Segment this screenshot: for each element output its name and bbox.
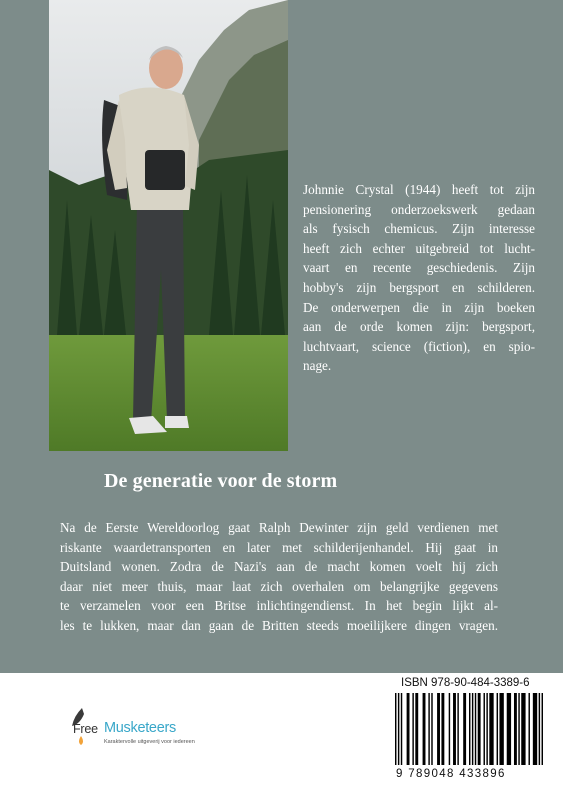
barcode-bar	[463, 693, 466, 765]
author-bio-line: heeft zich echter uitgebreid tot lucht-	[303, 240, 535, 256]
barcode-number: 9 789048 433896	[396, 768, 506, 780]
barcode-bar	[507, 693, 511, 765]
barcode-bar	[423, 693, 426, 765]
author-bio-line: De onderwerpen die in zijn boeken	[303, 299, 535, 315]
barcode-bar	[401, 693, 402, 765]
author-photo-illustration	[49, 0, 288, 451]
barcode-bar	[486, 693, 487, 765]
blurb-line: Duitsland wonen. Zodra de Nazi's aan de macht komen voelt hij zich	[60, 559, 498, 575]
blurb-line: daar niet meer thuis, maar laat zich overhalen om belangrijke gegevens	[60, 578, 498, 594]
barcode-bar	[489, 693, 493, 765]
blurb-line: Na de Eerste Wereldoorlog gaat Ralph Dewinter zijn geld verdienen met	[60, 520, 498, 535]
barcode-bar	[484, 693, 485, 765]
barcode-bar	[514, 693, 517, 765]
author-bio-line: Johnnie Crystal (1944) heeft tot zijn	[303, 182, 535, 197]
barcode-bar	[542, 693, 543, 765]
publisher-name-part1: Free	[73, 722, 98, 736]
barcode-bar	[518, 693, 519, 765]
blurb-line: riskante waardetransporten en later met schilderijenhandel. Hij gaat in	[60, 539, 498, 555]
publisher-name-part2: Musketeers	[104, 720, 176, 736]
author-bio-line: vaart en recente geschiedenis. Zijn	[303, 260, 535, 276]
barcode-bar	[499, 693, 503, 765]
book-title: De generatie voor de storm	[104, 470, 338, 492]
barcode-bar	[472, 693, 473, 765]
barcode-bar	[475, 693, 476, 765]
barcode-bar	[437, 693, 440, 765]
barcode-bar	[453, 693, 456, 765]
author-bio	[303, 180, 535, 376]
barcode-bar	[521, 693, 525, 765]
book-blurb	[60, 518, 498, 636]
barcode-bar	[415, 693, 418, 765]
barcode-bar	[497, 693, 498, 765]
barcode-bar	[449, 693, 450, 765]
publisher-logo	[70, 698, 230, 758]
barcode-bar	[412, 693, 413, 765]
barcode-bar	[428, 693, 429, 765]
isbn-label: ISBN 978-90-484-3389-6	[401, 677, 530, 689]
author-bio-line: pensionering onderzoekswerk gedaan	[303, 201, 535, 217]
blurb-line: te verzamelen voor een Britse inlichtingendienst. In het begin lijkt al-	[60, 598, 498, 614]
publisher-tagline: Karaktervolle uitgeverij voor iedereen	[104, 739, 195, 745]
author-bio-line: aan de orde komen zijn: bergsport,	[303, 319, 535, 335]
barcode-image	[395, 693, 543, 765]
barcode-bar	[398, 693, 399, 765]
barcode-bar	[533, 693, 537, 765]
author-bio-line: als fysisch chemicus. Zijn interesse	[303, 221, 535, 237]
barcode-bar	[407, 693, 410, 765]
barcode-bar	[395, 693, 396, 765]
barcode-bar	[528, 693, 529, 765]
author-bio-line: luchtvaart, science (fiction), en spio-	[303, 338, 535, 354]
barcode-bar	[431, 693, 432, 765]
barcode-bar	[478, 693, 481, 765]
barcode-bar	[469, 693, 470, 765]
blurb-line: les te lukken, maar dan gaan de Britten steeds moeilijkere dingen vragen.	[60, 617, 498, 633]
barcode-bar	[539, 693, 540, 765]
author-photo	[49, 0, 288, 451]
barcode-bar	[457, 693, 458, 765]
barcode-bar	[441, 693, 444, 765]
author-bio-line: hobby's zijn bergsport en schilderen.	[303, 279, 535, 295]
author-bio-line: nage.	[303, 358, 332, 374]
